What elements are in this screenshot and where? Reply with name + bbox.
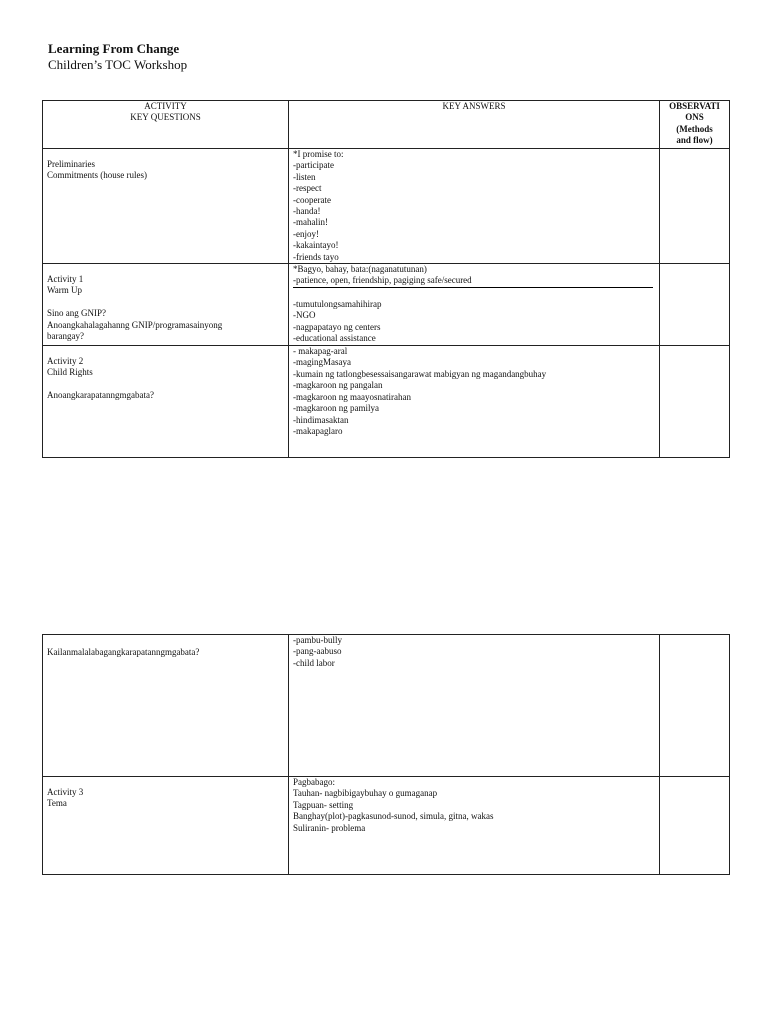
document-header <box>48 41 187 73</box>
table-row <box>43 777 730 875</box>
answer-line: -tumutulongsamahihirap <box>293 298 382 309</box>
table-row <box>43 264 730 346</box>
header-key-answers-label: KEY ANSWERS <box>442 101 506 111</box>
table-row <box>43 635 730 777</box>
header-observations-cell <box>660 101 730 149</box>
row-observations-cell <box>660 264 730 346</box>
answer-line: -kakaintayo! <box>293 240 339 251</box>
answer-line: Pagbabago: <box>293 777 335 787</box>
answer-line: Tauhan- nagbibigaybuhay o gumaganap <box>293 788 438 799</box>
row-answers-cell <box>289 635 660 777</box>
answer-line: -makapaglaro <box>293 425 343 436</box>
row-question-cell <box>43 346 289 458</box>
answer-line-underlined: -patience, open, friendship, pagiging safe/secured <box>293 275 653 287</box>
table-row <box>43 149 730 264</box>
document-subtitle: Children’s TOC Workshop <box>48 57 188 72</box>
header-observations-line4: and flow) <box>676 135 713 146</box>
header-key-questions-label: KEY QUESTIONS <box>130 112 201 123</box>
row-activity-title: Activity 2 <box>47 356 84 367</box>
row-question-text: Anoangkarapatanngmgabata? <box>47 390 154 401</box>
answer-line: -cooperate <box>293 194 331 205</box>
row-question-text: Kailanmalalabagangkarapatanngmgabata? <box>47 647 200 657</box>
answer-line: -kumain ng tatlongbesessaisangarawat mabigyan ng magandangbuhay <box>293 368 547 379</box>
row-question-text: Anoangkahalagahanng GNIP/programasainyong <box>47 319 223 330</box>
answer-line: -mahalin! <box>293 217 328 228</box>
answer-line: *Bagyo, bahay, bata:(naganatutunan) <box>293 264 427 275</box>
answer-line: -magkaroon ng pangalan <box>293 380 383 391</box>
row-observations-cell <box>660 635 730 777</box>
answer-line: -friends tayo <box>293 251 339 262</box>
workshop-table-page-1 <box>42 100 730 458</box>
row-activity-subtitle: Tema <box>47 798 67 809</box>
row-observations-cell <box>660 346 730 458</box>
answer-line: -magkaroon ng pamilya <box>293 403 379 414</box>
header-observations-line3: (Methods <box>676 123 713 134</box>
table-header-row <box>43 101 730 149</box>
answer-line: Banghay(plot)-pagkasunod-sunod, simula, gitna, wakas <box>293 811 494 822</box>
row-observations-cell <box>660 149 730 264</box>
row-question-cell <box>43 777 289 875</box>
answer-line: *I promise to: <box>293 149 344 159</box>
answer-line: -NGO <box>293 310 316 321</box>
row-activity-subtitle: Warm Up <box>47 285 83 296</box>
answer-line: -enjoy! <box>293 228 319 239</box>
answer-line: - makapag-aral <box>293 346 348 357</box>
row-spacer <box>47 297 284 308</box>
row-question-text: barangay? <box>47 331 84 342</box>
row-activity-subtitle: Child Rights <box>47 367 93 378</box>
row-spacer <box>47 379 284 390</box>
table-row <box>43 346 730 458</box>
answer-line: -magkaroon ng maayosnatirahan <box>293 391 411 402</box>
row-activity-title: Activity 1 <box>47 274 84 285</box>
answer-line: -handa! <box>293 206 321 217</box>
row-observations-cell <box>660 777 730 875</box>
answer-line: Tagpuan- setting <box>293 799 354 810</box>
header-activity-cell <box>43 101 289 149</box>
answer-line: -respect <box>293 183 322 194</box>
row-activity-title: Activity 3 <box>47 787 84 797</box>
row-question-cell <box>43 149 289 264</box>
row-question-cell <box>43 264 289 346</box>
answer-line: -pang-aabuso <box>293 646 342 657</box>
answer-line: -hindimasaktan <box>293 414 349 425</box>
answer-line: -child labor <box>293 657 335 668</box>
document-title: Learning From Change <box>48 41 180 56</box>
answer-line: -educational assistance <box>293 333 376 344</box>
header-activity-label: ACTIVITY <box>144 101 187 111</box>
workshop-table-page-2 <box>42 634 730 875</box>
answer-line: -listen <box>293 171 316 182</box>
answer-line: -pambu-bully <box>293 635 342 645</box>
row-answers-cell <box>289 777 660 875</box>
answer-line: -nagpapatayo ng centers <box>293 321 381 332</box>
row-question-text: Sino ang GNIP? <box>47 308 106 319</box>
answer-line: Suliranin- problema <box>293 822 366 833</box>
header-key-answers-cell <box>289 101 660 149</box>
row-activity-title: Preliminaries <box>47 159 95 169</box>
header-observations-line2: ONS <box>685 112 704 123</box>
row-answers-cell <box>289 264 660 346</box>
answer-line: -magingMasaya <box>293 357 351 368</box>
header-observations-line1: OBSERVATI <box>669 101 720 111</box>
row-question-cell <box>43 635 289 777</box>
answer-line: -participate <box>293 160 334 171</box>
row-answers-cell <box>289 346 660 458</box>
row-answers-cell <box>289 149 660 264</box>
row-activity-subtitle: Commitments (house rules) <box>47 170 147 181</box>
